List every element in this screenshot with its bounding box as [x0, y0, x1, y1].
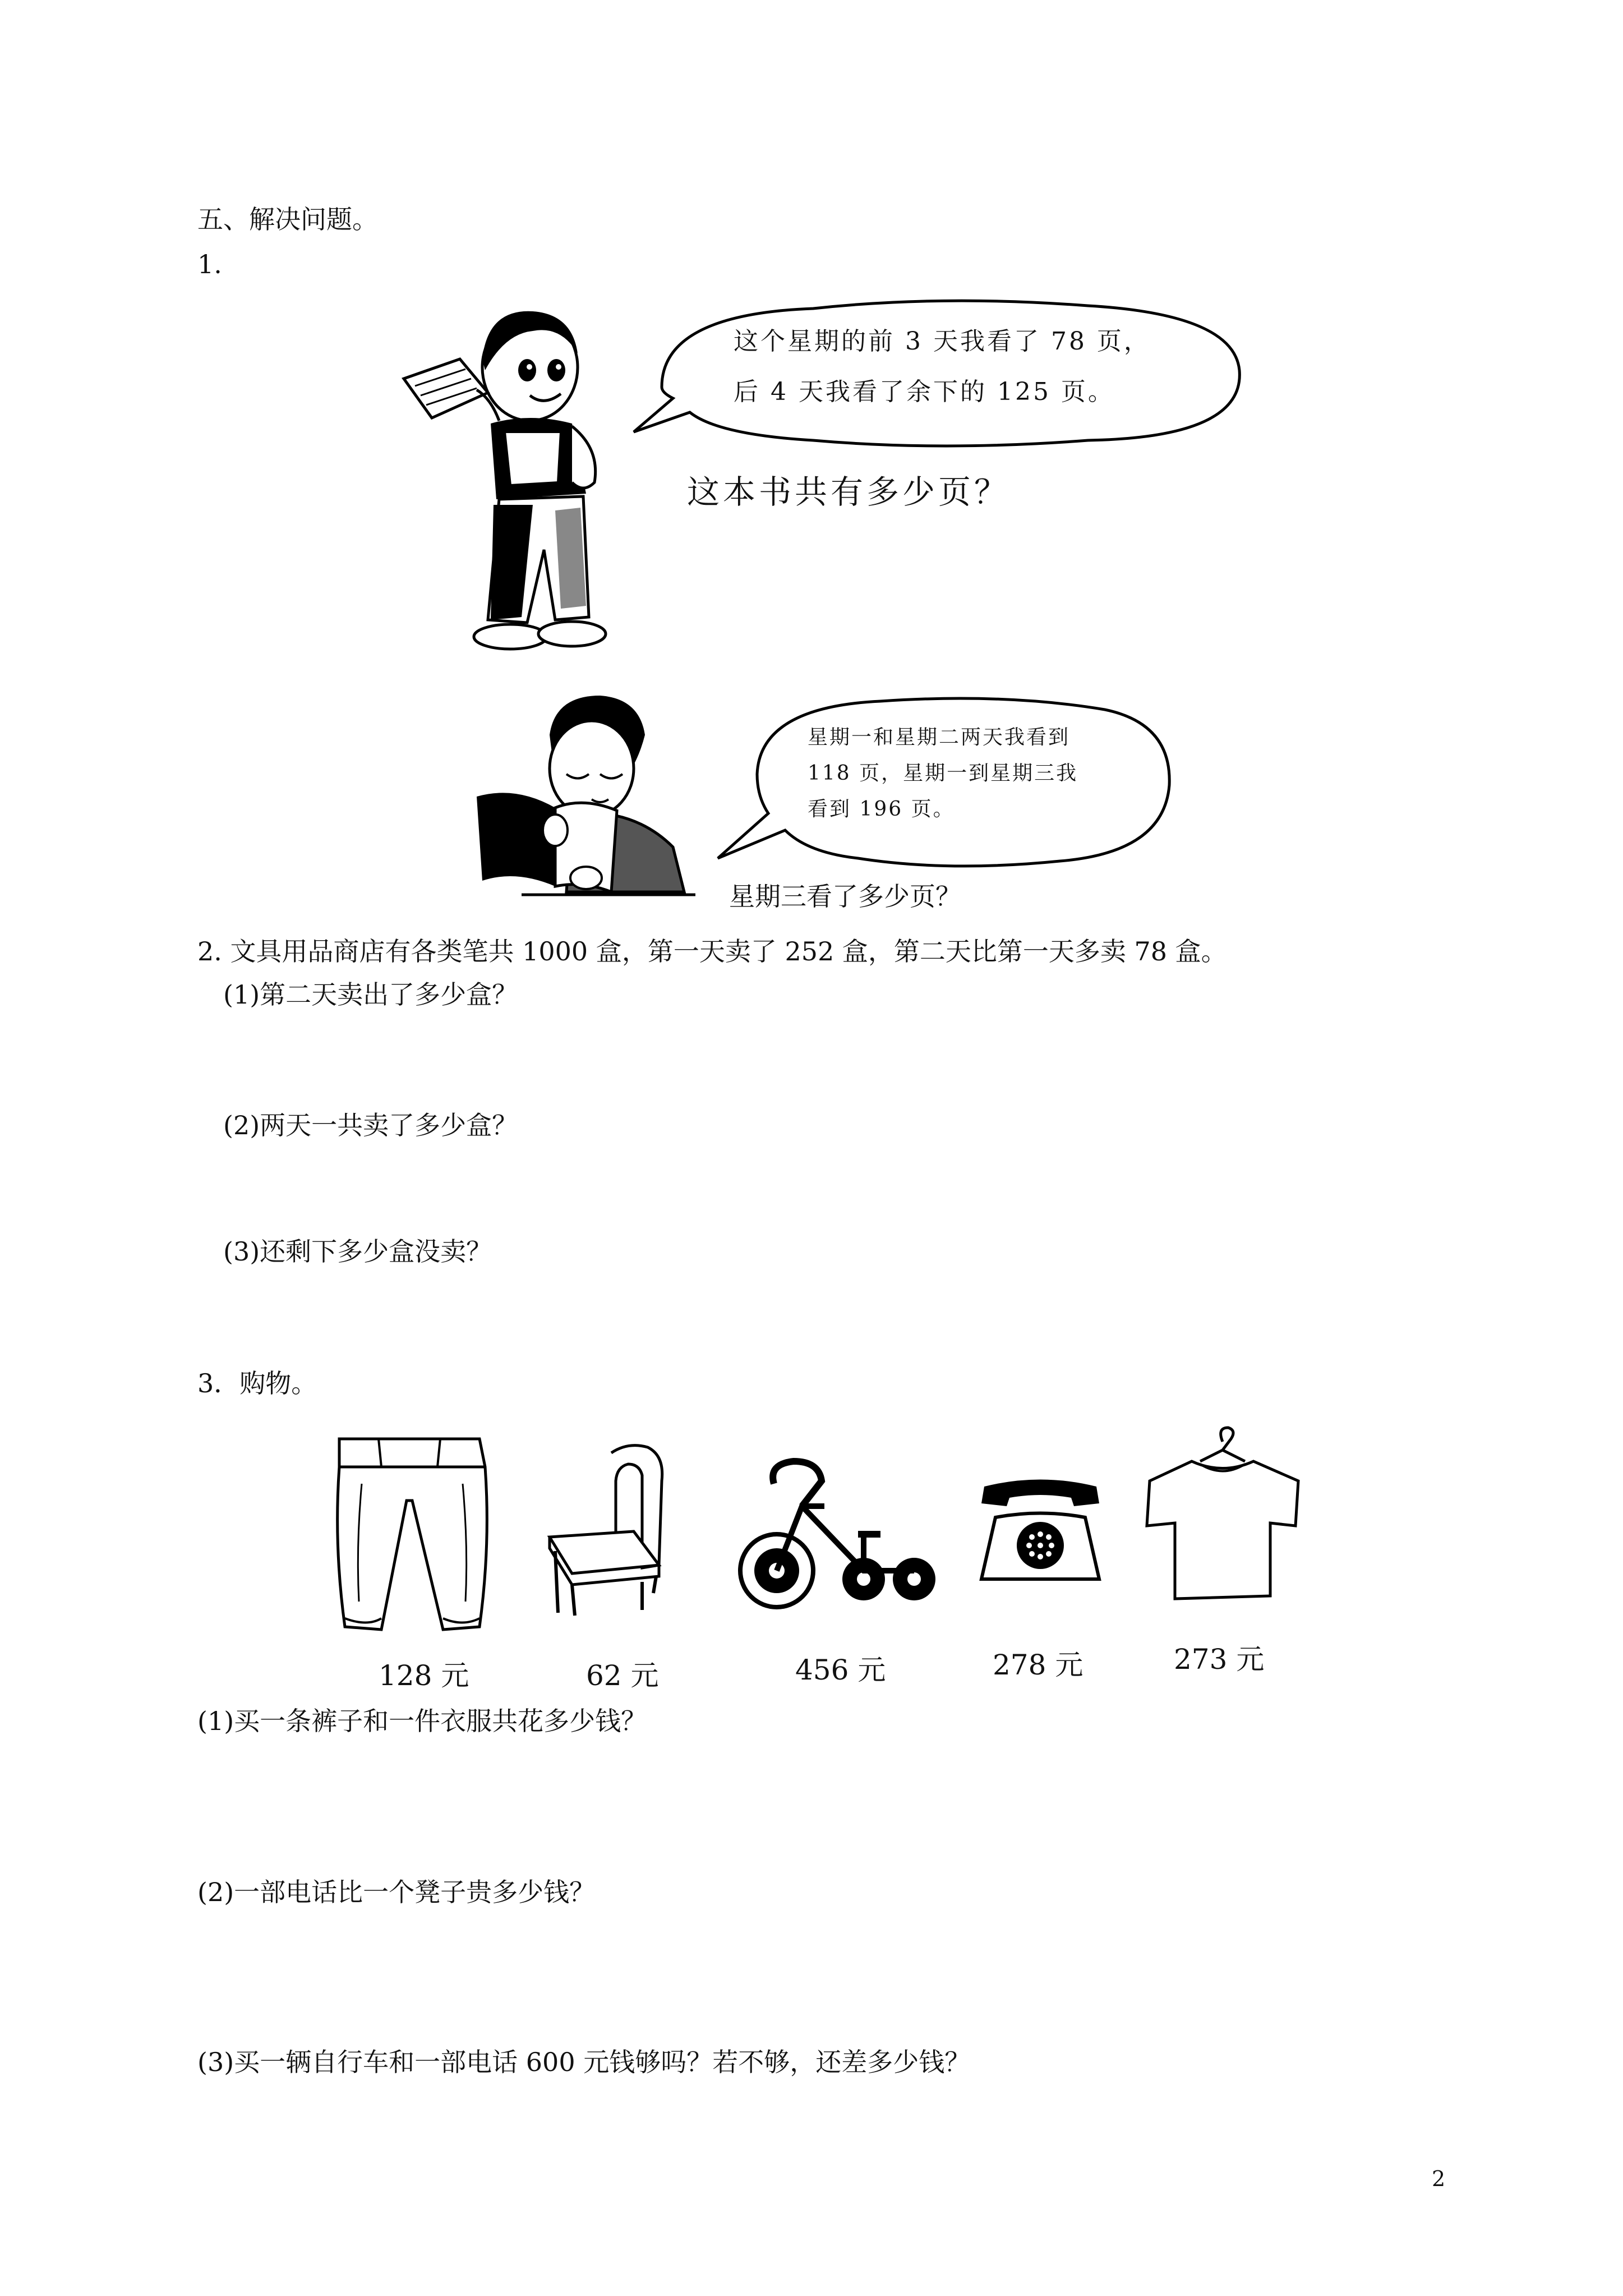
speech-bubble-text-2: 后 4 天我看了余下的 125 页。 [734, 378, 1115, 406]
boy-reading-at-desk-icon [471, 690, 707, 914]
question-1-panel-2-prompt: 星期三看了多少页？ [729, 881, 961, 912]
chair-icon [544, 1442, 673, 1621]
price-label-chair: 62 元 [586, 1659, 659, 1692]
telephone-icon [973, 1475, 1108, 1588]
price-label-tricycle: 456 元 [795, 1654, 886, 1686]
speech-bubble-text-1: 星期一和星期二两天我看到 [808, 726, 1071, 749]
question-2-part-1: (1)第二天卖出了多少盒？ [223, 979, 518, 1010]
question-3-stem: 3．购物。 [197, 1368, 317, 1398]
question-1-panel-1-prompt: 这本书共有多少页？ [687, 473, 1011, 511]
page-number: 2 [1432, 2166, 1446, 2191]
price-label-telephone: 278 元 [993, 1649, 1083, 1681]
question-2-stem: 2. 文具用品商店有各类笔共 1000 盒，第一天卖了 252 盒，第二天比第一天多卖 78 盒。 [197, 936, 1227, 967]
price-label-tshirt: 273 元 [1174, 1643, 1265, 1676]
price-label-pants: 128 元 [379, 1659, 469, 1692]
pants-icon [328, 1433, 491, 1641]
question-3-part-3: (3)买一辆自行车和一部电话 600 元钱够吗？若不够，还差多少钱？ [197, 2047, 971, 2077]
question-3-part-1: (1)买一条裤子和一件衣服共花多少钱？ [197, 1706, 647, 1736]
tricycle-icon [735, 1456, 937, 1618]
tshirt-icon [1138, 1425, 1307, 1604]
speech-bubble-text-1: 这个星期的前 3 天我看了 78 页， [734, 327, 1151, 356]
section-heading: 五、解决问题。 [197, 204, 378, 234]
boy-reading-icon [393, 292, 634, 656]
speech-bubble-text-2: 118 页，星期一到星期三我 [808, 762, 1078, 785]
question-1-number: 1. [197, 249, 222, 279]
question-2-part-3: (3)还剩下多少盒没卖？ [223, 1236, 492, 1267]
speech-bubble-text-3: 看到 196 页。 [808, 798, 955, 821]
question-2-part-2: (2)两天一共卖了多少盒？ [223, 1110, 518, 1140]
question-3-part-2: (2)一部电话比一个凳子贵多少钱？ [197, 1877, 596, 1907]
